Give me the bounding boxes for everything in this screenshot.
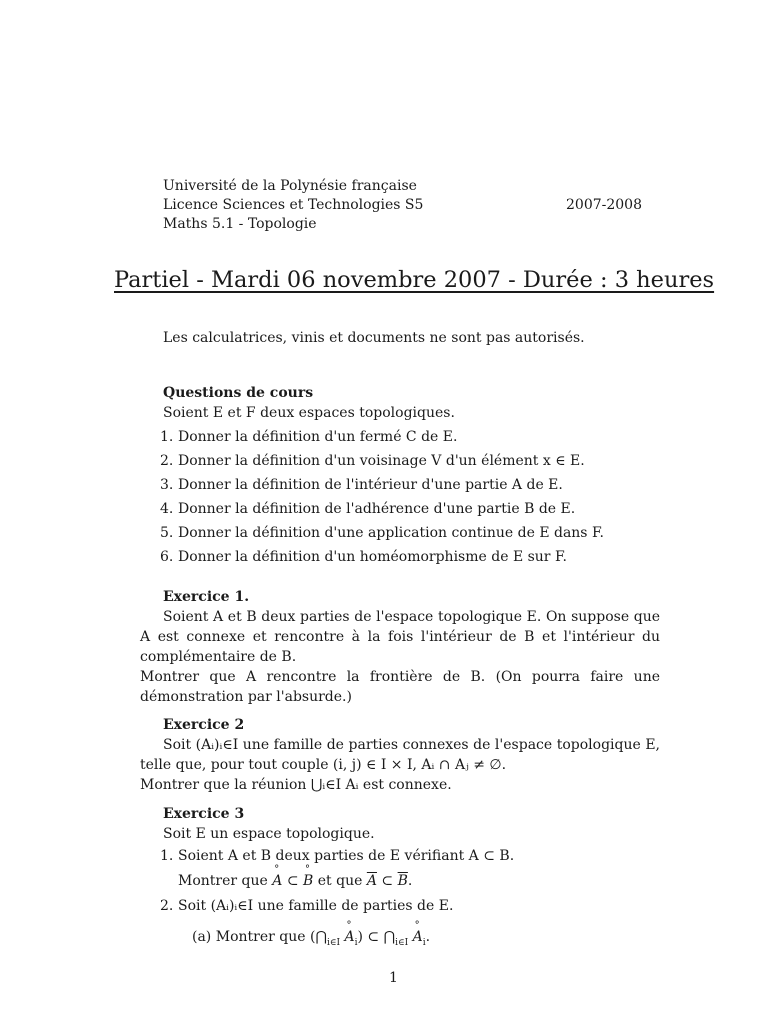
list-item: 1. Donner la définition d'un fermé C de E. (160, 429, 458, 445)
ex3-item-1: 1. Soient A et B deux parties de E vérifiant A ⊂ B. (160, 848, 515, 864)
ex3-heading: Exercice 3 (163, 806, 245, 822)
ex2-heading: Exercice 2 (163, 717, 245, 733)
ex3-item-2: 2. Soit (Aᵢ)ᵢ∈I une famille de parties de E. (160, 898, 454, 914)
exercice-1 (140, 587, 660, 707)
exercice-3 (140, 804, 660, 958)
ex1-statement: Soient A et B deux parties de l'espace topologique E. On suppose que A est connexe et rencontre à la fois l'intérieur de B et l'intérieur du complémentaire de B. (140, 609, 660, 665)
list-item: 2. Donner la définition d'un voisinage V d'un élément x ∈ E. (160, 453, 585, 469)
cours-heading: Questions de cours (163, 385, 314, 401)
licence-name: Licence Sciences et Technologies S5 (163, 197, 424, 213)
ex1-heading: Exercice 1. (163, 589, 250, 605)
questions-de-cours (140, 383, 660, 569)
ex1-question: Montrer que A rencontre la frontière de B. (On pourra faire une démonstration par l'absurde.) (140, 669, 660, 705)
academic-year: 2007-2008 (566, 197, 642, 213)
course-name: Maths 5.1 - Topologie (163, 216, 317, 232)
list-item: 6. Donner la définition d'un homéomorphisme de E sur F. (160, 549, 567, 565)
ex3-item-1-show: Montrer que ° A ⊂ ° B et que $\overline{A}$ ⊂ $\overline{B}$. (140, 868, 660, 894)
ex3-intro: Soit E un espace topologique. (163, 826, 375, 842)
cours-intro: Soient E et F deux espaces topologiques. (163, 405, 455, 421)
list-item: 4. Donner la définition de l'adhérence d'une partie B de E. (160, 501, 576, 517)
page-number: 1 (389, 970, 398, 986)
ex2-statement: Soit (Aᵢ)ᵢ∈I une famille de parties connexes de l'espace topologique E, telle que, pour tout couple (i, j) ∈ I × I, Aᵢ ∩ Aⱼ ≠ ∅. (140, 737, 660, 773)
ex2-question: Montrer que la réunion ⋃ᵢ∈I Aᵢ est connexe. (140, 777, 452, 793)
header-block (163, 177, 423, 234)
list-item: 5. Donner la définition d'une application continue de E dans F. (160, 525, 604, 541)
ex3-item-2a: (a) Montrer que ($⋂_{i\in I}$ ° $A_i$) ⊂ $⋂_{i\in I}$ ° $A_i$. (140, 922, 660, 958)
exam-title: Partiel - Mardi 06 novembre 2007 - Durée : 3 heures (114, 267, 715, 293)
cours-question-list (140, 425, 660, 569)
exam-notice: Les calculatrices, vinis et documents ne sont pas autorisés. (163, 330, 585, 346)
university-name: Université de la Polynésie française (163, 178, 417, 194)
exercice-2 (140, 715, 660, 795)
list-item: 3. Donner la définition de l'intérieur d'une partie A de E. (160, 477, 563, 493)
